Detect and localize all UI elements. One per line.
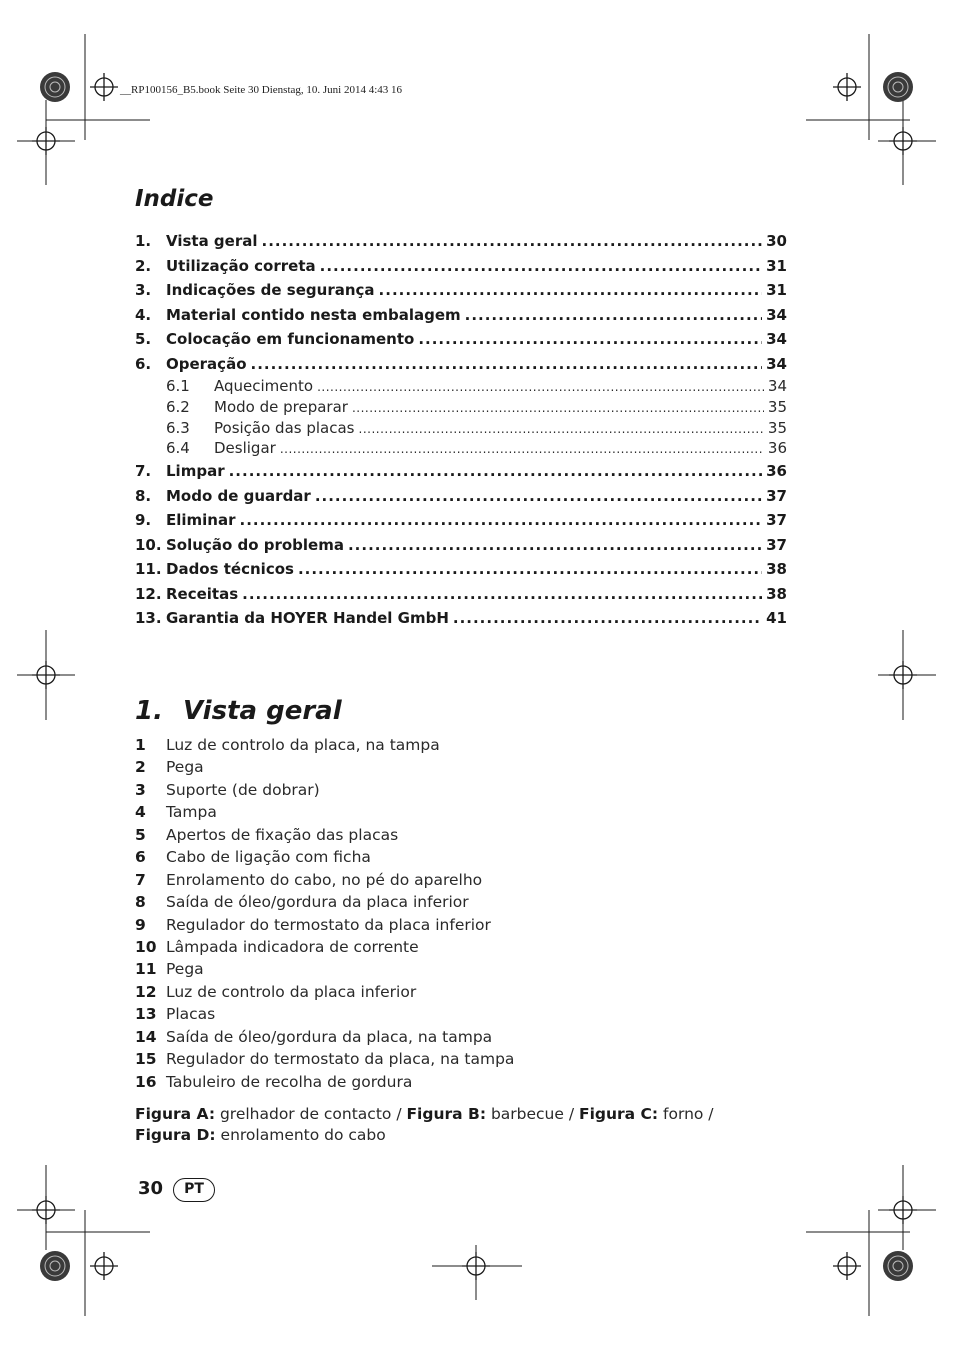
part-number: 12 xyxy=(135,982,157,1001)
toc-leader-dots xyxy=(315,484,762,509)
figure-legend xyxy=(135,1104,775,1146)
toc-entry[interactable] xyxy=(135,484,787,509)
toc-entry[interactable] xyxy=(135,533,787,558)
part-description: Tabuleiro de recolha de gordura xyxy=(166,1072,413,1091)
toc-entry-label: Utilização correta xyxy=(166,256,316,275)
toc-entry-page: 30 xyxy=(766,232,787,250)
part-number: 2 xyxy=(135,758,146,777)
part-number: 1 xyxy=(135,736,146,754)
toc-title: Indice xyxy=(135,186,214,212)
toc-entry[interactable] xyxy=(135,303,787,328)
part-description: Regulador do termostato da placa inferior xyxy=(166,915,491,934)
toc-entry-page: 36 xyxy=(766,462,787,480)
toc-entry-page: 31 xyxy=(766,256,787,275)
toc-subentry-label: Desligar xyxy=(214,439,276,458)
section-heading xyxy=(135,696,342,726)
figure-b-label: Figura B: xyxy=(406,1105,487,1123)
part-number: 6 xyxy=(135,848,146,867)
file-info-header: __RP100156_B5.book Seite 30 Dienstag, 10. Juni 2014 4:43 16 xyxy=(120,84,403,96)
part-number: 5 xyxy=(135,825,146,844)
figure-c-label: Figura C: xyxy=(579,1105,659,1123)
toc-subentry-page: 35 xyxy=(767,418,787,437)
toc-entry-label: Modo de guardar xyxy=(166,486,311,505)
toc-subentry-number: 6.4 xyxy=(166,439,190,458)
toc-entry-label: Receitas xyxy=(166,584,239,603)
toc-subentry[interactable] xyxy=(135,418,787,439)
toc-entry-number: 8. xyxy=(135,486,152,505)
figure-a-label: Figura A: xyxy=(135,1105,216,1123)
toc-subentry-number: 6.3 xyxy=(166,418,190,437)
toc-leader-dots xyxy=(359,419,764,439)
part-description: Suporte (de dobrar) xyxy=(166,780,320,799)
toc-entry-label: Operação xyxy=(166,354,247,373)
toc-entry-number: 5. xyxy=(135,330,152,348)
part-description: Saída de óleo/gordura da placa inferior xyxy=(166,893,469,912)
toc-entry-label: Colocação em funcionamento xyxy=(166,330,415,348)
toc-leader-dots xyxy=(379,278,763,303)
toc-entry-label: Limpar xyxy=(166,462,225,480)
toc-entry[interactable] xyxy=(135,582,787,607)
toc-subentry-number: 6.2 xyxy=(166,397,190,416)
toc-entry-page: 37 xyxy=(766,535,787,554)
part-description: Lâmpada indicadora de corrente xyxy=(166,937,419,956)
list-item xyxy=(135,958,775,980)
toc-entry-page: 38 xyxy=(766,584,787,603)
figure-d-text: enrolamento do cabo xyxy=(215,1126,386,1144)
part-description: Saída de óleo/gordura da placa, na tampa xyxy=(166,1027,493,1046)
list-item xyxy=(135,1071,775,1093)
section-number: 1. xyxy=(135,696,163,726)
figure-a-text: grelhador de contacto / xyxy=(215,1105,407,1123)
toc-subentry-page: 36 xyxy=(767,439,787,458)
toc-entry-label: Indicações de segurança xyxy=(166,281,375,299)
toc-entry[interactable] xyxy=(135,254,787,279)
toc-entry-page: 37 xyxy=(766,486,787,505)
part-description: Pega xyxy=(166,758,204,777)
language-badge: PT xyxy=(173,1178,215,1202)
toc-leader-dots xyxy=(229,459,763,484)
toc-subentry[interactable] xyxy=(135,438,787,459)
toc-entry-number: 9. xyxy=(135,511,152,529)
toc-leader-dots xyxy=(280,439,764,459)
list-item xyxy=(135,891,775,913)
list-item xyxy=(135,1003,775,1025)
toc-subentry-page: 34 xyxy=(767,377,787,395)
toc-leader-dots xyxy=(465,303,762,328)
toc-entry[interactable] xyxy=(135,352,787,377)
section-title: Vista geral xyxy=(183,696,342,726)
part-number: 11 xyxy=(135,960,157,979)
toc-leader-dots xyxy=(418,327,762,352)
toc-entry-number: 13. xyxy=(135,609,162,627)
toc-subentry[interactable] xyxy=(135,397,787,418)
toc-entry[interactable] xyxy=(135,278,787,303)
list-item xyxy=(135,981,775,1003)
part-number: 8 xyxy=(135,893,146,912)
toc-entry-page: 38 xyxy=(766,560,787,578)
toc-entry[interactable] xyxy=(135,459,787,484)
toc-entry[interactable] xyxy=(135,606,787,631)
toc-entry[interactable] xyxy=(135,327,787,352)
toc-entry-label: Dados técnicos xyxy=(166,560,294,578)
toc-entry-number: 10. xyxy=(135,535,162,554)
toc-leader-dots xyxy=(317,377,764,397)
toc-subentry-page: 35 xyxy=(767,397,787,416)
toc-entry-number: 3. xyxy=(135,281,152,299)
toc-leader-dots xyxy=(348,533,762,558)
part-number: 15 xyxy=(135,1050,157,1069)
toc-entry-label: Eliminar xyxy=(166,511,236,529)
toc-entry-page: 41 xyxy=(766,609,787,627)
list-item xyxy=(135,756,775,778)
toc-leader-dots xyxy=(240,508,763,533)
toc-leader-dots xyxy=(298,557,762,582)
part-description: Regulador do termostato da placa, na tampa xyxy=(166,1050,515,1069)
table-of-contents xyxy=(135,229,787,631)
toc-leader-dots xyxy=(352,398,764,418)
list-item xyxy=(135,914,775,936)
part-number: 7 xyxy=(135,870,146,889)
toc-leader-dots xyxy=(453,606,762,631)
toc-leader-dots xyxy=(262,229,763,254)
toc-leader-dots xyxy=(320,254,762,279)
toc-entry[interactable] xyxy=(135,508,787,533)
list-item xyxy=(135,779,775,801)
toc-entry-label: Solução do problema xyxy=(166,535,344,554)
part-description: Enrolamento do cabo, no pé do aparelho xyxy=(166,870,483,889)
page-number: 30 xyxy=(138,1178,164,1199)
toc-entry-number: 1. xyxy=(135,232,152,250)
list-item xyxy=(135,1026,775,1048)
part-description: Pega xyxy=(166,960,204,979)
part-number: 14 xyxy=(135,1027,157,1046)
toc-entry-number: 2. xyxy=(135,256,152,275)
list-item xyxy=(135,801,775,823)
toc-entry-label: Vista geral xyxy=(166,232,258,250)
toc-entry-number: 6. xyxy=(135,354,152,373)
toc-entry-page: 31 xyxy=(766,281,787,299)
toc-entry-page: 34 xyxy=(766,354,787,373)
toc-entry[interactable] xyxy=(135,557,787,582)
list-item xyxy=(135,936,775,958)
toc-entry-number: 11. xyxy=(135,560,162,578)
toc-subentry-label: Aquecimento xyxy=(214,377,314,395)
toc-entry-number: 7. xyxy=(135,462,152,480)
toc-entry-number: 4. xyxy=(135,305,152,324)
part-number: 3 xyxy=(135,780,146,799)
list-item xyxy=(135,824,775,846)
part-description: Tampa xyxy=(166,803,217,822)
part-description: Cabo de ligação com ficha xyxy=(166,848,371,867)
figure-c-text: forno / xyxy=(658,1105,714,1123)
part-number: 10 xyxy=(135,937,157,956)
part-number: 16 xyxy=(135,1072,157,1091)
toc-entry-label: Garantia da HOYER Handel GmbH xyxy=(166,609,449,627)
list-item xyxy=(135,846,775,868)
toc-leader-dots xyxy=(242,582,762,607)
part-description: Placas xyxy=(166,1005,216,1024)
figure-d-label: Figura D: xyxy=(135,1126,216,1144)
part-number: 9 xyxy=(135,915,146,934)
toc-entry-number: 12. xyxy=(135,584,162,603)
toc-subentry-label: Modo de preparar xyxy=(214,397,348,416)
toc-entry-page: 34 xyxy=(766,330,787,348)
toc-leader-dots xyxy=(251,352,763,377)
list-item xyxy=(135,1048,775,1070)
part-description: Luz de controlo da placa inferior xyxy=(166,982,417,1001)
figure-b-text: barbecue / xyxy=(486,1105,579,1123)
part-number: 13 xyxy=(135,1005,157,1024)
toc-entry-page: 34 xyxy=(766,305,787,324)
part-description: Apertos de fixação das placas xyxy=(166,825,399,844)
list-item xyxy=(135,734,775,756)
toc-entry-page: 37 xyxy=(766,511,787,529)
list-item xyxy=(135,869,775,891)
toc-subentry-label: Posição das placas xyxy=(214,418,355,437)
toc-entry-label: Material contido nesta embalagem xyxy=(166,305,461,324)
toc-subentry[interactable] xyxy=(135,376,787,397)
part-description: Luz de controlo da placa, na tampa xyxy=(166,736,440,754)
toc-subentry-number: 6.1 xyxy=(166,377,190,395)
toc-entry[interactable] xyxy=(135,229,787,254)
part-number: 4 xyxy=(135,803,146,822)
parts-list xyxy=(135,734,775,1093)
